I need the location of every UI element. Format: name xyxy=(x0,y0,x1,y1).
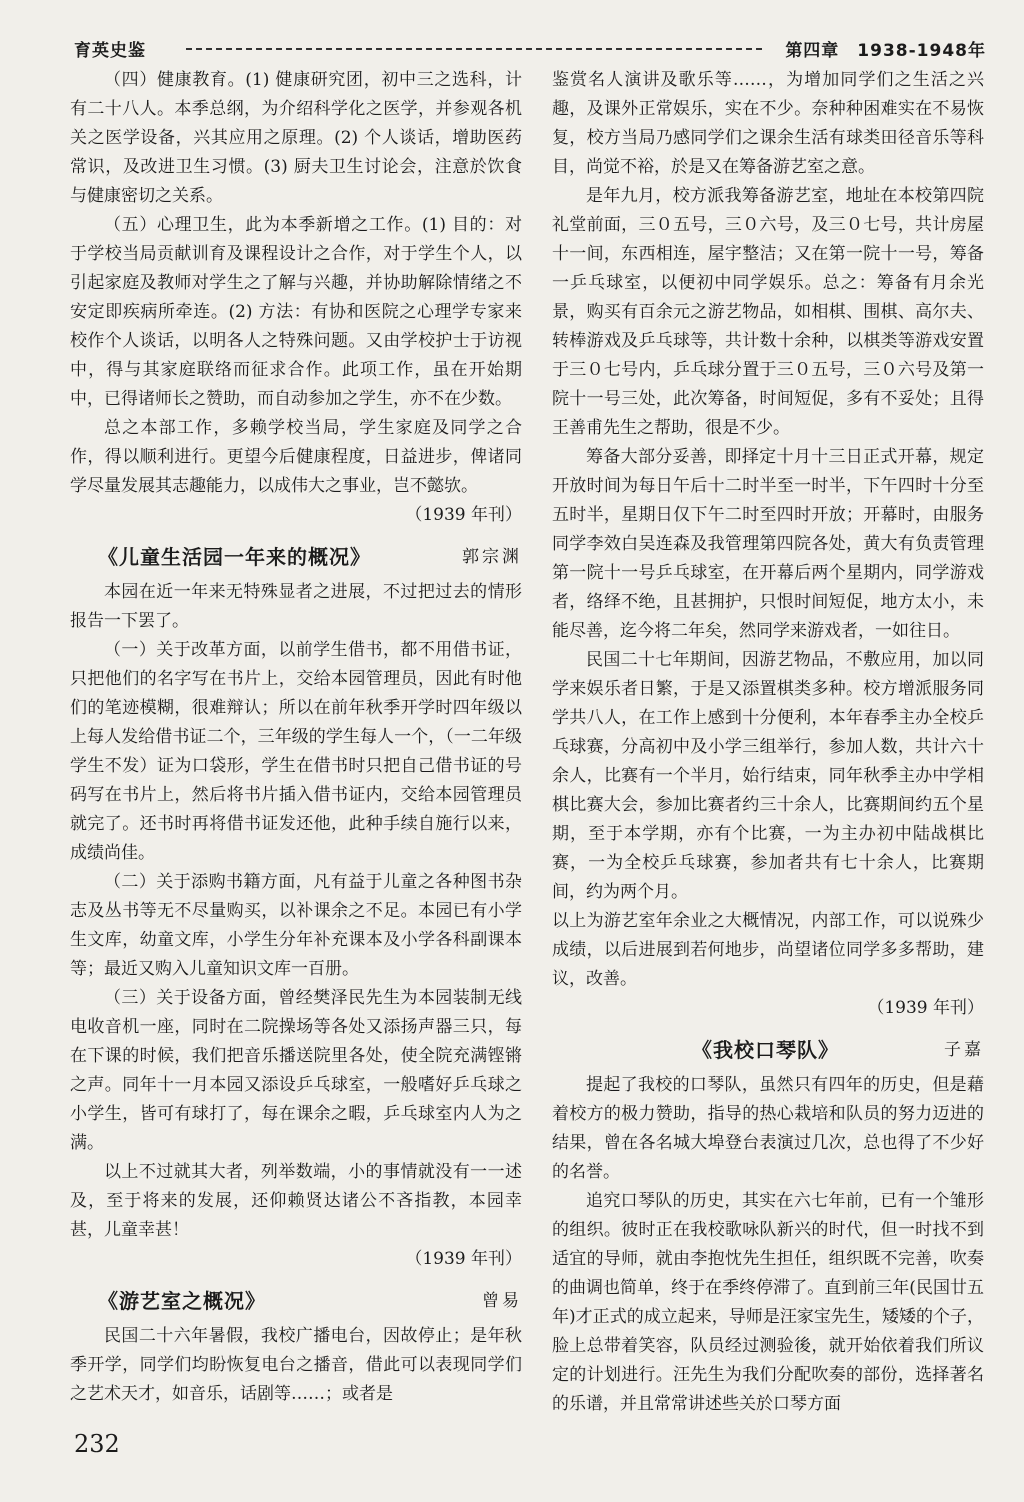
header-rule xyxy=(186,48,762,50)
article-heading xyxy=(70,1286,522,1316)
running-header xyxy=(74,34,994,62)
paragraph: （三）关于设备方面，曾经樊泽民先生为本园装制无线电收音机一座，同时在二院操场等各处又添扬声器三只，每在下课的时候，我们把音乐播送院里各处，使全院充满铿锵之声。同年十一月本园又添设乒乓球室，一般嗜好乒乓球之小学生，皆可有球打了，每在课余之暇，乒乓球室内人为之满。 xyxy=(70,988,522,1153)
paragraph: 以上不过就其大者，列举数端，小的事情就没有一一述及，至于将来的发展，还仰赖贤达诸公不吝指教，本园幸甚，儿童幸甚！ xyxy=(70,1162,522,1240)
book-title: 育英史鉴 xyxy=(74,41,146,61)
paragraph: （二）关于添购书籍方面，凡有益于儿童之各种图书杂志及丛书等无不尽量购买，以补课余之不足。本园已有小学生文库，幼童文库，小学生分年补充课本及小学各科副课本等；最近又购入儿童知识文库一百册。 xyxy=(70,872,522,979)
article-heading xyxy=(552,1035,984,1065)
article-author: 子嘉 xyxy=(944,1040,984,1060)
article-author: 曾易 xyxy=(482,1291,522,1311)
paragraph: 是年九月，校方派我筹备游艺室，地址在本校第四院礼堂前面，三０五号，三０六号，及三０七号，共计房屋十一间，东西相连，屋宇整洁；又在第一院十一号，筹备一乒乓球室，以便初中同学娱乐。总之：筹备有月余光景，购买有百余元之游艺物品，如相棋、围棋、高尔夫、转棒游戏及乒乓球等，共计数十余种，以棋类等游戏安置于三０七号内，乒乓球分置于三０五号，三０六号及第一院十一号三处，此次筹备，时间短促，多有不妥处；且得王善甫先生之帮助，很是不少。 xyxy=(552,186,984,438)
publication-year: （1939 年刊） xyxy=(405,505,522,525)
article-title: 《游艺室之概况》 xyxy=(98,1289,266,1313)
article-heading xyxy=(70,542,522,572)
paragraph: 鉴赏名人演讲及歌乐等……，为增加同学们之生活之兴趣，及课外正常娱乐，实在不少。奈种种困难实在不易恢复，校方当局乃感同学们之课余生活有球类田径音乐等科目，尚觉不裕，於是又在筹备游艺室之意。 xyxy=(552,70,984,177)
paragraph: （五）心理卫生，此为本季新增之工作。(1) 目的：对于学校当局贡献训育及课程设计之合作，对于学生个人，以引起家庭及教师对学生之了解与兴趣，并协助解除情绪之不安定即疾病所牵连。(2) 方法：有协和医院之心理学专家来校作个人谈话，以明各人之特殊问题。又由学校护士于访视中，得与其家庭联络而征求合作。此项工作，虽在开始期中，已得诸师长之赞助，而自动参加之学生，亦不在少数。 xyxy=(70,215,522,409)
article-title: 《我校口琴队》 xyxy=(692,1038,839,1062)
paragraph: 本园在近一年来无特殊显者之进展，不过把过去的情形报告一下罢了。 xyxy=(70,582,522,631)
right-column xyxy=(552,66,984,1419)
left-column xyxy=(70,66,522,1409)
paragraph: 以上为游艺室年余业之大概情况，内部工作，可以说殊少成绩，以后进展到若何地步，尚望诸位同学多多帮助，建议，改善。 xyxy=(552,911,984,989)
paragraph: （四）健康教育。(1) 健康研究团，初中三之选科，计有二十八人。本季总纲，为介绍科学化之医学，并参观各机关之医学设备，兴其应用之原理。(2) 个人谈话，增助医药常识，及改进卫生习惯。(3) 厨夫卫生讨论会，注意於饮食与健康密切之关系。 xyxy=(70,70,522,206)
article-author: 郭宗渊 xyxy=(462,547,522,567)
paragraph: 总之本部工作，多赖学校当局，学生家庭及同学之合作，得以顺利进行。更望今后健康程度，日益进步，俾诸同学尽量发展其志趣能力，以成伟大之事业，岂不懿欤。 xyxy=(70,418,522,496)
publication-year: （1939 年刊） xyxy=(405,1249,522,1269)
page-number: 232 xyxy=(74,1430,120,1458)
paragraph: 追究口琴队的历史，其实在六七年前，已有一个雏形的组织。彼时正在我校歌咏队新兴的时代，但一时找不到适宜的导师，就由李抱忱先生担任，组织既不完善，吹奏的曲调也简单，终于在季终停滞了。直到前三年(民国廿五年)才正式的成立起来，导师是汪家宝先生，矮矮的个子，脸上总带着笑容，队员经过测验後，就开始依着我们所议定的计划进行。汪先生为我们分配吹奏的部份，选择著名的乐谱，并且常常讲述些关於口琴方面 xyxy=(552,1191,984,1414)
publication-year: （1939 年刊） xyxy=(867,998,984,1018)
paragraph: （一）关于改革方面，以前学生借书，都不用借书证，只把他们的名字写在书片上，交给本园管理员，因此有时他们的笔迹模糊，很难辩认；所以在前年秋季开学时四年级以上每人发给借书证二个，三年级的学生每人一个，（一二年级学生不发）证为口袋形，学生在借书时只把自己借书证的号码写在书片上，然后将书片插入借书证内，交给本园管理员就完了。还书时再将借书证发还他，此种手续自施行以来，成绩尚佳。 xyxy=(70,640,522,863)
article-title: 《儿童生活园一年来的概况》 xyxy=(98,545,371,569)
paragraph: 民国二十六年暑假，我校广播电台，因故停止；是年秋季开学，同学们均盼恢复电台之播音，借此可以表现同学们之艺术天才，如音乐，话剧等……；或者是 xyxy=(70,1326,522,1404)
chapter-title: 第四章 1938-1948年 xyxy=(785,41,986,61)
paragraph: 筹备大部分妥善，即择定十月十三日正式开幕，规定开放时间为每日午后十二时半至一时半，下午四时十分至五时半，星期日仅下午二时至四时开放；开幕时，由服务同学李效白吴连森及我管理第四院各处，黄大有负责管理第一院十一号乒乓球室，在开幕后两个星期内，同学游戏者，络绎不绝，且甚拥护，只恨时间短促，地方太小，未能尽善，迄今将二年矣，然同学来游戏者，一如往日。 xyxy=(552,447,984,641)
paragraph: 民国二十七年期间，因游艺物品，不敷应用，加以同学来娱乐者日繁，于是又添置棋类多种。校方增派服务同学共八人，在工作上感到十分便利，本年春季主办全校乒乓球赛，分高初中及小学三组举行，参加人数，共计六十余人，比赛有一个半月，始行结束，同年秋季主办中学相棋比赛大会，参加比赛者约三十余人，比赛期间约五个星期，至于本学期，亦有个比赛，一为主办初中陆战棋比赛，一为全校乒乓球赛，参加者共有七十余人，比赛期间，约为两个月。 xyxy=(552,650,984,902)
paragraph: 提起了我校的口琴队，虽然只有四年的历史，但是藉着校方的极力赞助，指导的热心栽培和队员的努力迈进的结果，曾在各名城大埠登台表演过几次，总也得了不少好的名誉。 xyxy=(552,1075,984,1182)
